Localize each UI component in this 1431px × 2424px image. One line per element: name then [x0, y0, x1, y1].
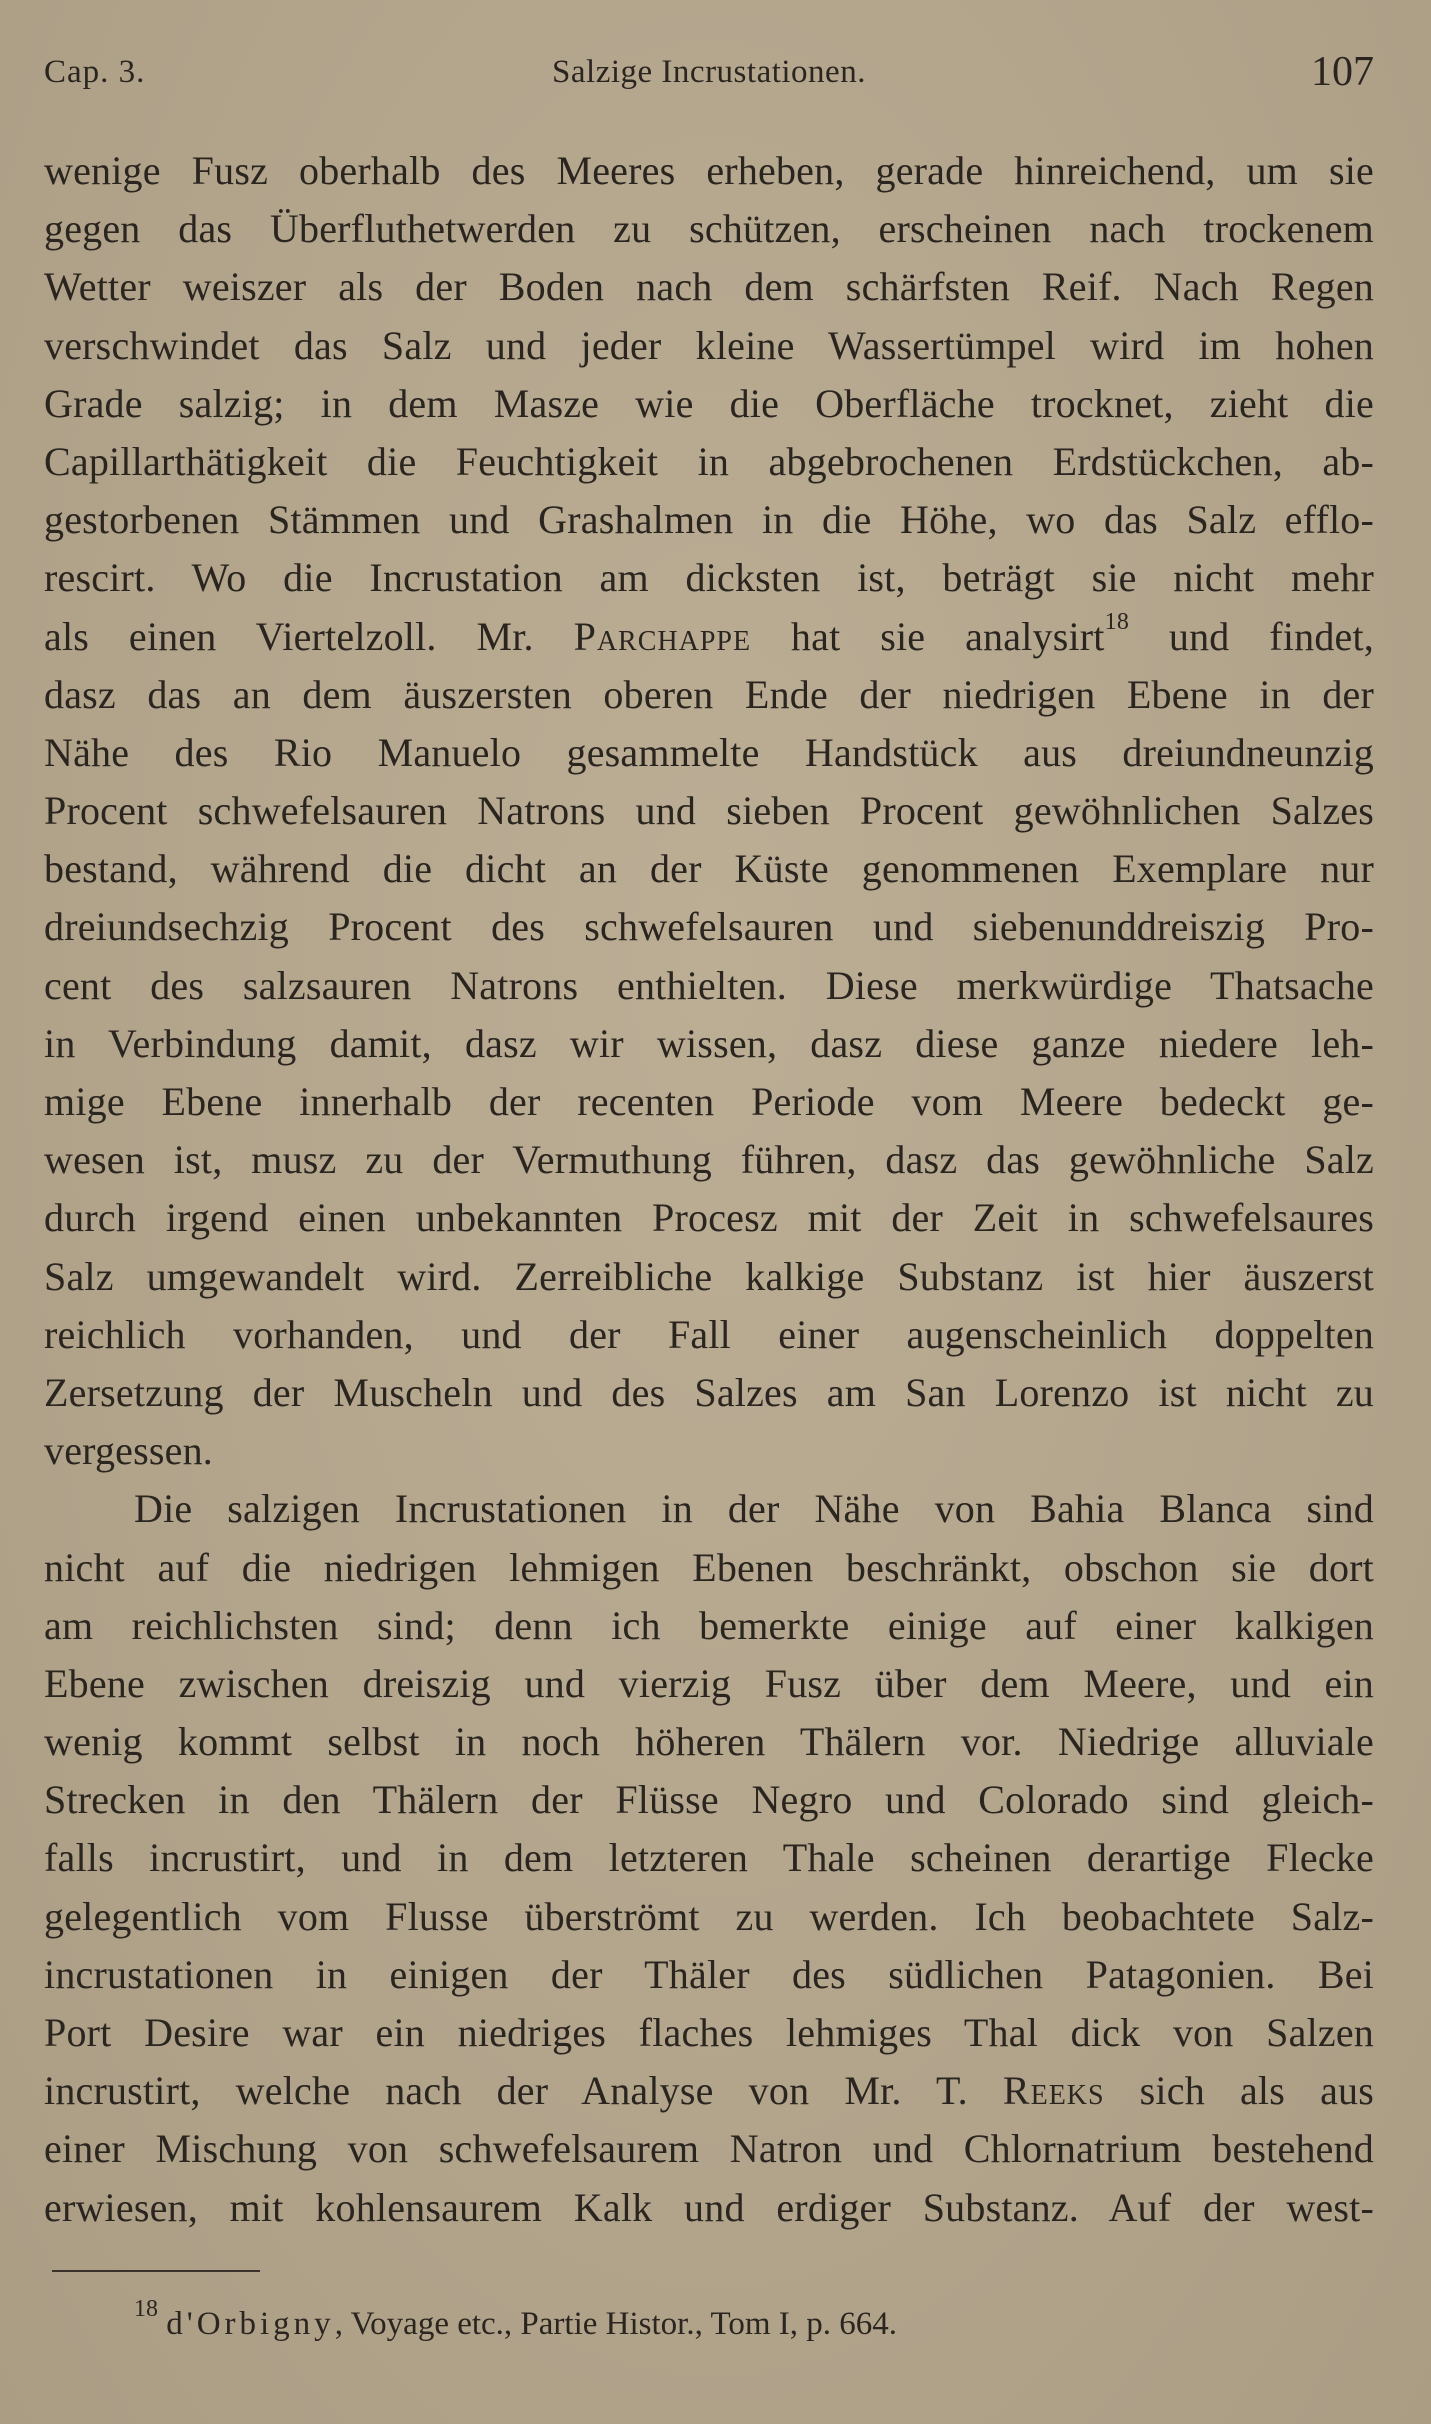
- text-segment: sich als aus: [1104, 2068, 1374, 2114]
- text-line: cent des salzsauren Natrons enthielten. Diese merkwürdige Thatsache: [44, 962, 1374, 1008]
- footnote-text: , Voyage etc., Partie Histor., Tom I, p. 664.: [334, 2306, 897, 2342]
- text-line: gelegentlich vom Flusse überströmt zu werden. Ich beobachtete Salz-: [44, 1893, 1374, 1939]
- text-line: Zersetzung der Muscheln und des Salzes am San Lorenzo ist nicht zu: [44, 1369, 1374, 1415]
- text-line: falls incrustirt, und in dem letzteren Thale scheinen derartige Flecke: [44, 1835, 1374, 1881]
- text-line: Salz umgewandelt wird. Zerreibliche kalkige Substanz ist hier äuszerst: [44, 1253, 1374, 1299]
- text-line: Ebene zwischen dreiszig und vierzig Fusz über dem Meere, und ein: [44, 1660, 1374, 1706]
- footnote: [134, 2296, 897, 2348]
- text-line: erwiesen, mit kohlensaurem Kalk und erdiger Substanz. Auf der west-: [44, 2184, 1374, 2230]
- text-line: Nähe des Rio Manuelo gesammelte Handstück aus dreiundneunzig: [44, 729, 1374, 775]
- text-segment: als einen Viertelzoll. Mr.: [44, 613, 574, 659]
- author-name: Reeks: [1002, 2068, 1105, 2114]
- text-line: nicht auf die niedrigen lehmigen Ebenen beschränkt, obschon sie dort: [44, 1544, 1374, 1590]
- text-line: dreiundsechzig Procent des schwefelsauren und siebenunddreiszig Pro-: [44, 904, 1374, 950]
- footnote-author: d'Orbigny: [166, 2306, 335, 2342]
- text-line: wenig kommt selbst in noch höheren Thälern vor. Niedrige alluviale: [44, 1719, 1374, 1765]
- chapter-label: Cap. 3.: [44, 54, 146, 90]
- text-line: [44, 608, 1374, 666]
- text-line: gegen das Überfluthetwerden zu schützen, erscheinen nach trockenem: [44, 206, 1374, 252]
- text-line: Port Desire war ein niedriges flaches lehmiges Thal dick von Salzen: [44, 2010, 1374, 2055]
- running-title: Salzige Incrustationen.: [552, 54, 866, 90]
- text-line: incrustationen in einigen der Thäler des südlichen Patagonien. Bei: [44, 1951, 1374, 1997]
- footnote-rule: [52, 2270, 260, 2272]
- footnote-reference: 18: [1104, 609, 1130, 636]
- text-line: einer Mischung von schwefelsaurem Natron und Chlornatrium bestehend: [44, 2126, 1374, 2172]
- text-segment: und findet,: [1129, 613, 1374, 659]
- text-segment: hat sie analysirt: [751, 613, 1105, 659]
- text-line: durch irgend einen unbekannten Procesz mit der Zeit in schwefelsaures: [44, 1195, 1374, 1241]
- text-line: am reichlichsten sind; denn ich bemerkte einige auf einer kalkigen: [44, 1602, 1374, 1648]
- text-line: dasz das an dem äuszersten oberen Ende der niedrigen Ebene in der: [44, 671, 1374, 717]
- text-line: Wetter weiszer als der Boden nach dem schärfsten Reif. Nach Regen: [44, 264, 1374, 310]
- text-line: wesen ist, musz zu der Vermuthung führen, dasz das gewöhnliche Salz: [44, 1137, 1374, 1183]
- text-line: reichlich vorhanden, und der Fall einer augenscheinlich doppelten: [44, 1311, 1374, 1357]
- text-line: verschwindet das Salz und jeder kleine Wassertümpel wird im hohen: [44, 322, 1374, 368]
- running-header: [44, 48, 1374, 108]
- text-line: gestorbenen Stämmen und Grashalmen in die Höhe, wo das Salz efflo-: [44, 497, 1374, 543]
- text-line: mige Ebene innerhalb der recenten Periode vom Meere bedeckt ge-: [44, 1079, 1374, 1124]
- text-line: rescirt. Wo die Incrustation am dicksten ist, beträgt sie nicht mehr: [44, 555, 1374, 601]
- text-line: Procent schwefelsauren Natrons und sieben Procent gewöhnlichen Salzes: [44, 788, 1374, 834]
- text-line: Die salzigen Incrustationen in der Nähe von Bahia Blanca sind: [134, 1486, 1374, 1532]
- text-line: Grade salzig; in dem Masze wie die Oberfläche trocknet, zieht die: [44, 380, 1374, 426]
- text-line: Capillarthätigkeit die Feuchtigkeit in abgebrochenen Erdstückchen, ab-: [44, 438, 1374, 484]
- page-number: 107: [1311, 49, 1374, 95]
- text-line: vergessen.: [44, 1428, 213, 1474]
- text-line: wenige Fusz oberhalb des Meeres erheben, gerade hinreichend, um sie: [44, 148, 1374, 193]
- text-line: bestand, während die dicht an der Küste genommenen Exemplare nur: [44, 846, 1374, 892]
- text-line: Strecken in den Thälern der Flüsse Negro und Colorado sind gleich-: [44, 1777, 1374, 1823]
- body-text: [44, 142, 1374, 2237]
- text-line: [44, 2062, 1374, 2120]
- text-segment: incrustirt, welche nach der Analyse von Mr. T.: [44, 2068, 1003, 2114]
- text-line: in Verbindung damit, dasz wir wissen, dasz diese ganze niedere leh-: [44, 1020, 1374, 1066]
- author-name: Parchappe: [573, 613, 752, 659]
- footnote-number: 18: [134, 2296, 158, 2322]
